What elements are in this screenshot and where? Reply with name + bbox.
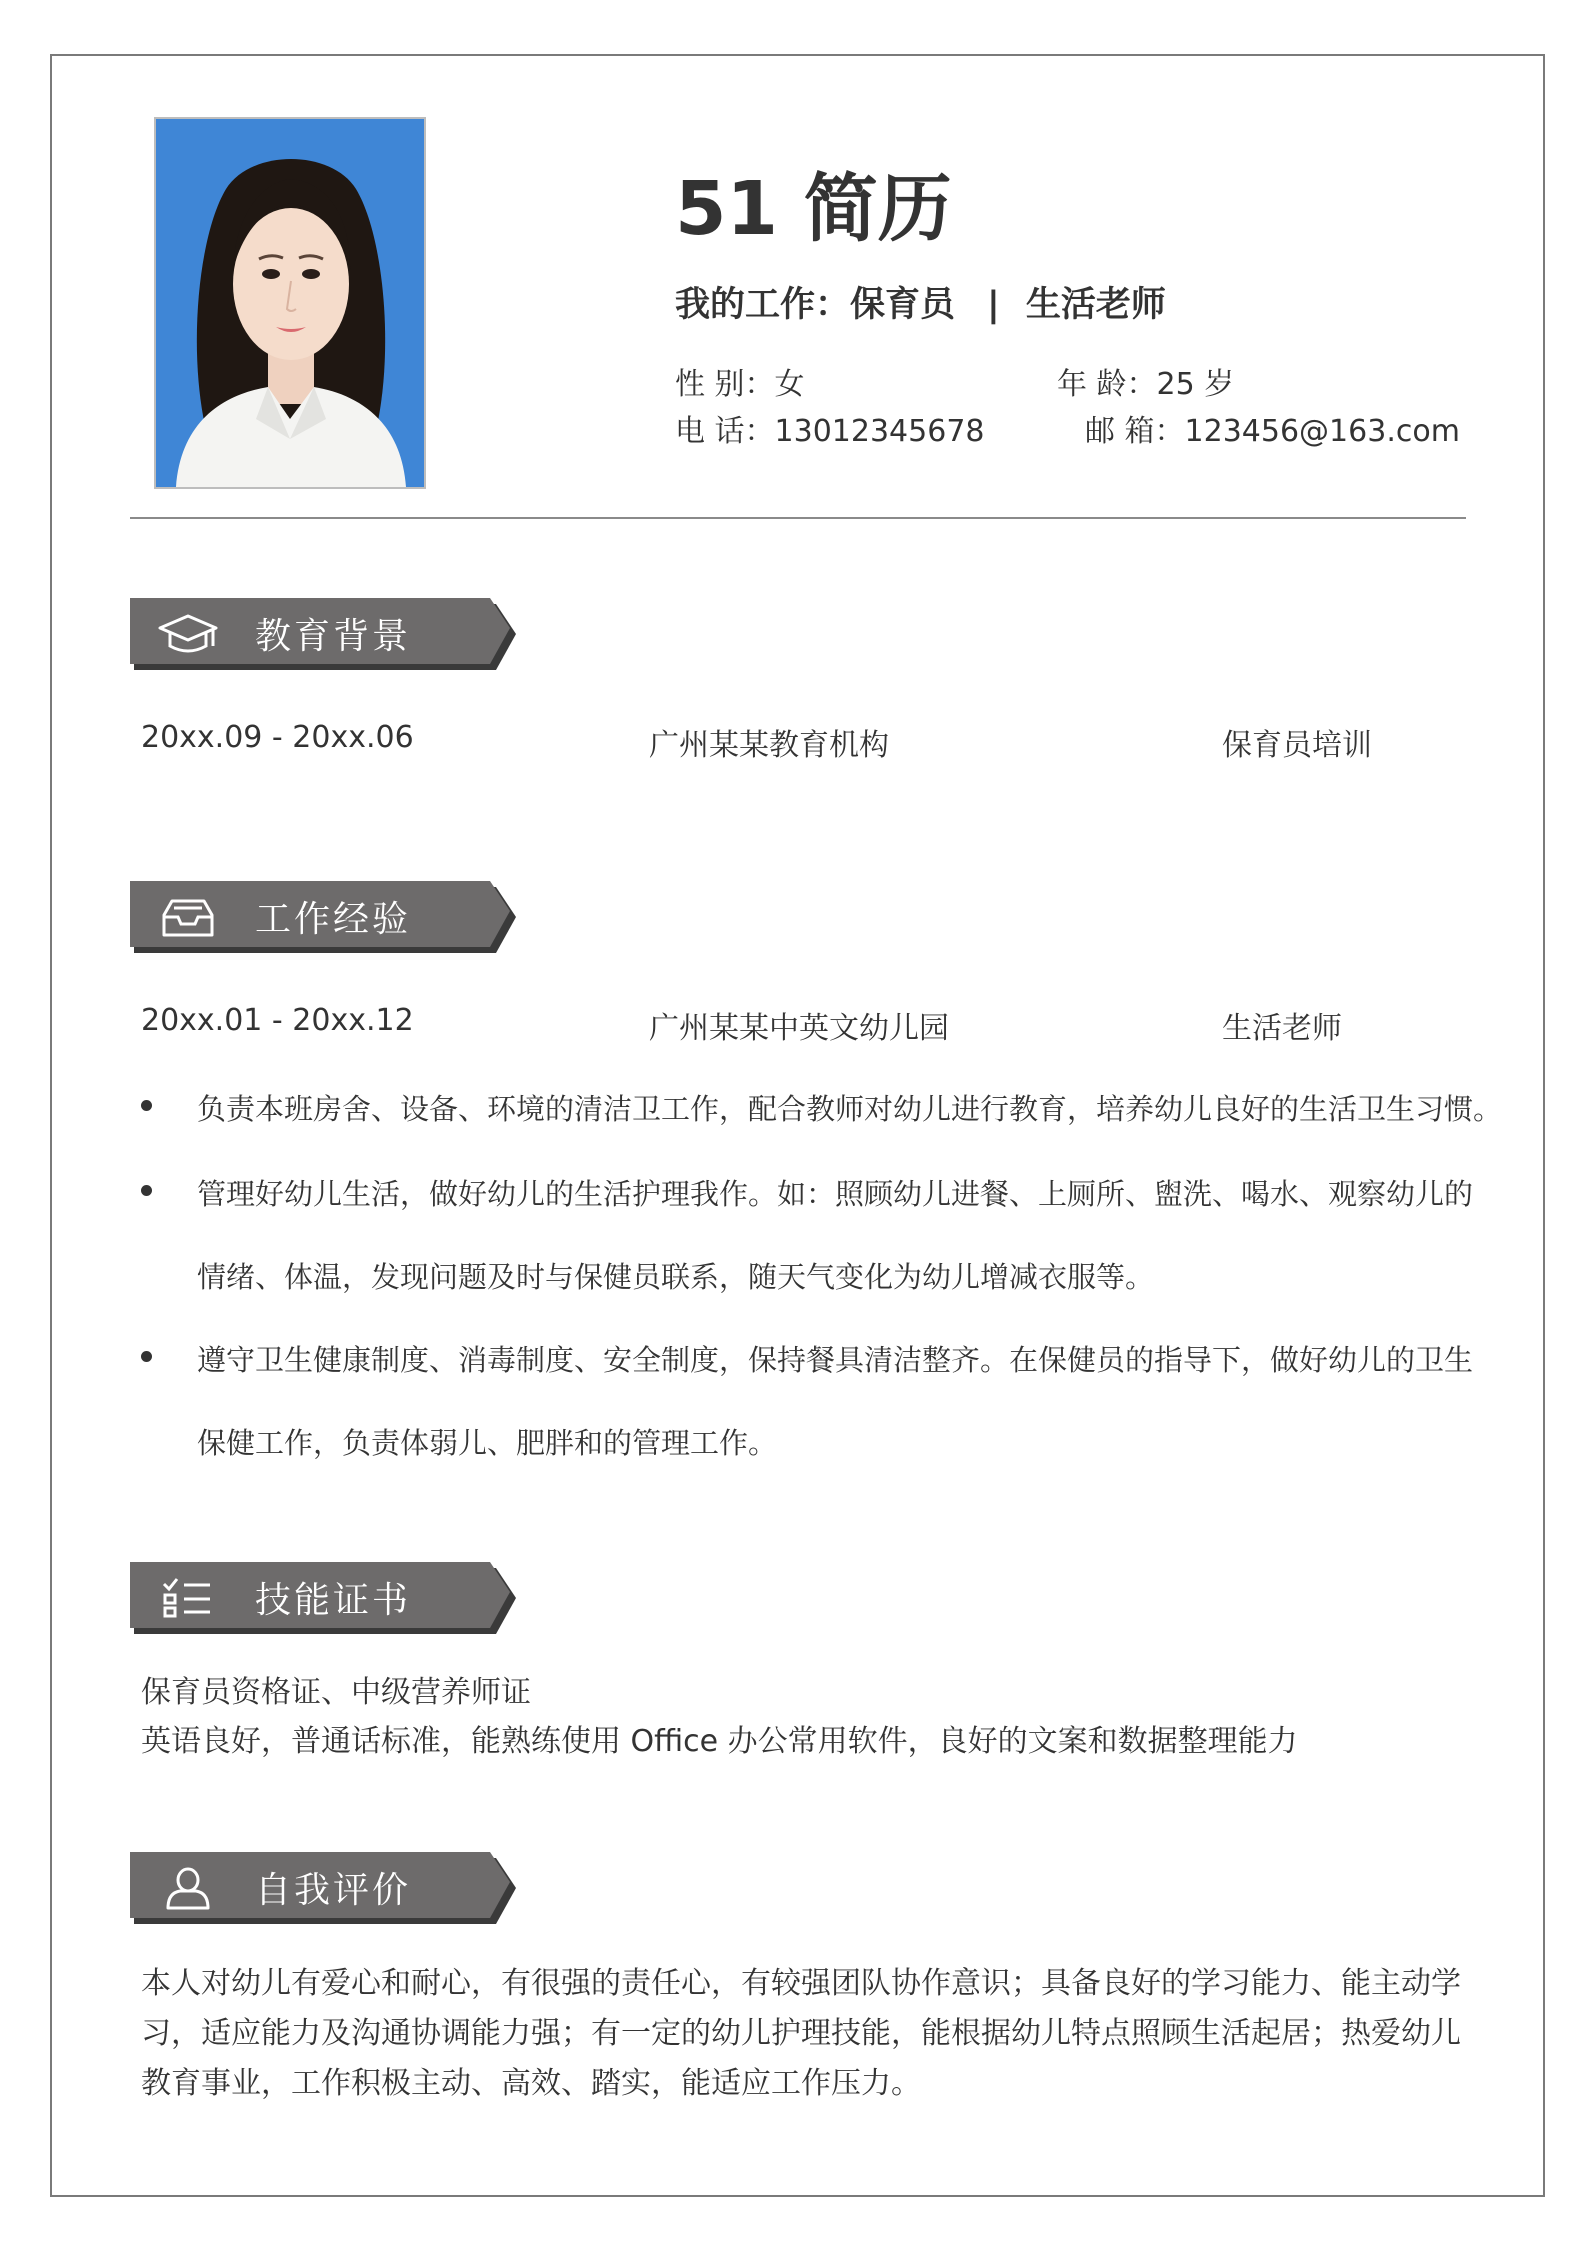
work-duty-2-line-1: 管理好幼儿生活，做好幼儿的生活护理我作。如：照顾幼儿进餐、上厕所、盥洗、喝水、观察幼儿的 [197, 1177, 1474, 1211]
education-school: 广州某某教育机构 [649, 728, 889, 763]
bullet-dot [141, 1100, 152, 1111]
work-duty-3-line-1: 遵守卫生健康制度、消毒制度、安全制度，保持餐具清洁整齐。在保健员的指导下，做好幼儿的卫生 [197, 1343, 1474, 1377]
section-title-skills: 技能证书 [255, 1580, 412, 1621]
profile-photo [154, 117, 426, 489]
checklist-icon [158, 1576, 218, 1620]
user-icon [158, 1866, 218, 1910]
bullet-dot [141, 1351, 152, 1362]
section-header-skills [130, 1562, 516, 1634]
self-eval-line-2: 习，适应能力及沟通协调能力强；有一定的幼儿护理技能，能根据幼儿特点照顾生活起居；热爱幼儿 [141, 2016, 1461, 2051]
phone-field: 电 话：13012345678 [675, 414, 985, 449]
gender-field: 性 别：女 [675, 367, 805, 402]
section-title-education: 教育背景 [255, 616, 412, 657]
section-header-self [130, 1852, 516, 1924]
bullet-dot [141, 1185, 152, 1196]
age-field: 年 龄：25 岁 [1057, 367, 1235, 402]
job-prefix: 我的工作：保育员 [675, 285, 956, 325]
work-duty-3-line-2: 保健工作，负责体弱儿、肥胖和的管理工作。 [197, 1426, 778, 1460]
section-title-work: 工作经验 [255, 899, 412, 940]
inbox-tray-icon [158, 895, 218, 939]
section-header-work [130, 881, 516, 953]
resume-title: 51 简历 [675, 166, 952, 252]
skills-line-2: 英语良好，普通话标准，能熟练使用 Office 办公常用软件，良好的文案和数据整理能力 [141, 1724, 1298, 1759]
email-field: 邮 箱：123456@163.com [1085, 414, 1460, 449]
header-divider [130, 517, 1466, 519]
work-duty-1: 负责本班房舍、设备、环境的清洁卫工作，配合教师对幼儿进行教育，培养幼儿良好的生活卫生习惯。 [197, 1092, 1503, 1126]
work-date: 20xx.01 - 20xx.12 [141, 1003, 414, 1038]
job-title: 生活老师 [1025, 285, 1166, 325]
work-position: 生活老师 [1222, 1011, 1342, 1046]
job-line [675, 277, 1166, 327]
work-company: 广州某某中英文幼儿园 [649, 1011, 949, 1046]
section-title-self: 自我评价 [255, 1870, 412, 1911]
work-duty-2-line-2: 情绪、体温，发现问题及时与保健员联系，随天气变化为幼儿增减衣服等。 [197, 1260, 1155, 1294]
skills-line-1: 保育员资格证、中级营养师证 [141, 1675, 531, 1710]
graduation-cap-icon [158, 612, 218, 656]
self-eval-line-3: 教育事业，工作积极主动、高效、踏实，能适应工作压力。 [141, 2066, 921, 2101]
education-major: 保育员培训 [1222, 728, 1372, 763]
section-header-education [130, 598, 516, 670]
self-eval-line-1: 本人对幼儿有爱心和耐心，有很强的责任心，有较强团队协作意识；具备良好的学习能力、能主动学 [141, 1966, 1461, 2001]
education-date: 20xx.09 - 20xx.06 [141, 720, 414, 755]
job-separator: | [987, 285, 1000, 325]
